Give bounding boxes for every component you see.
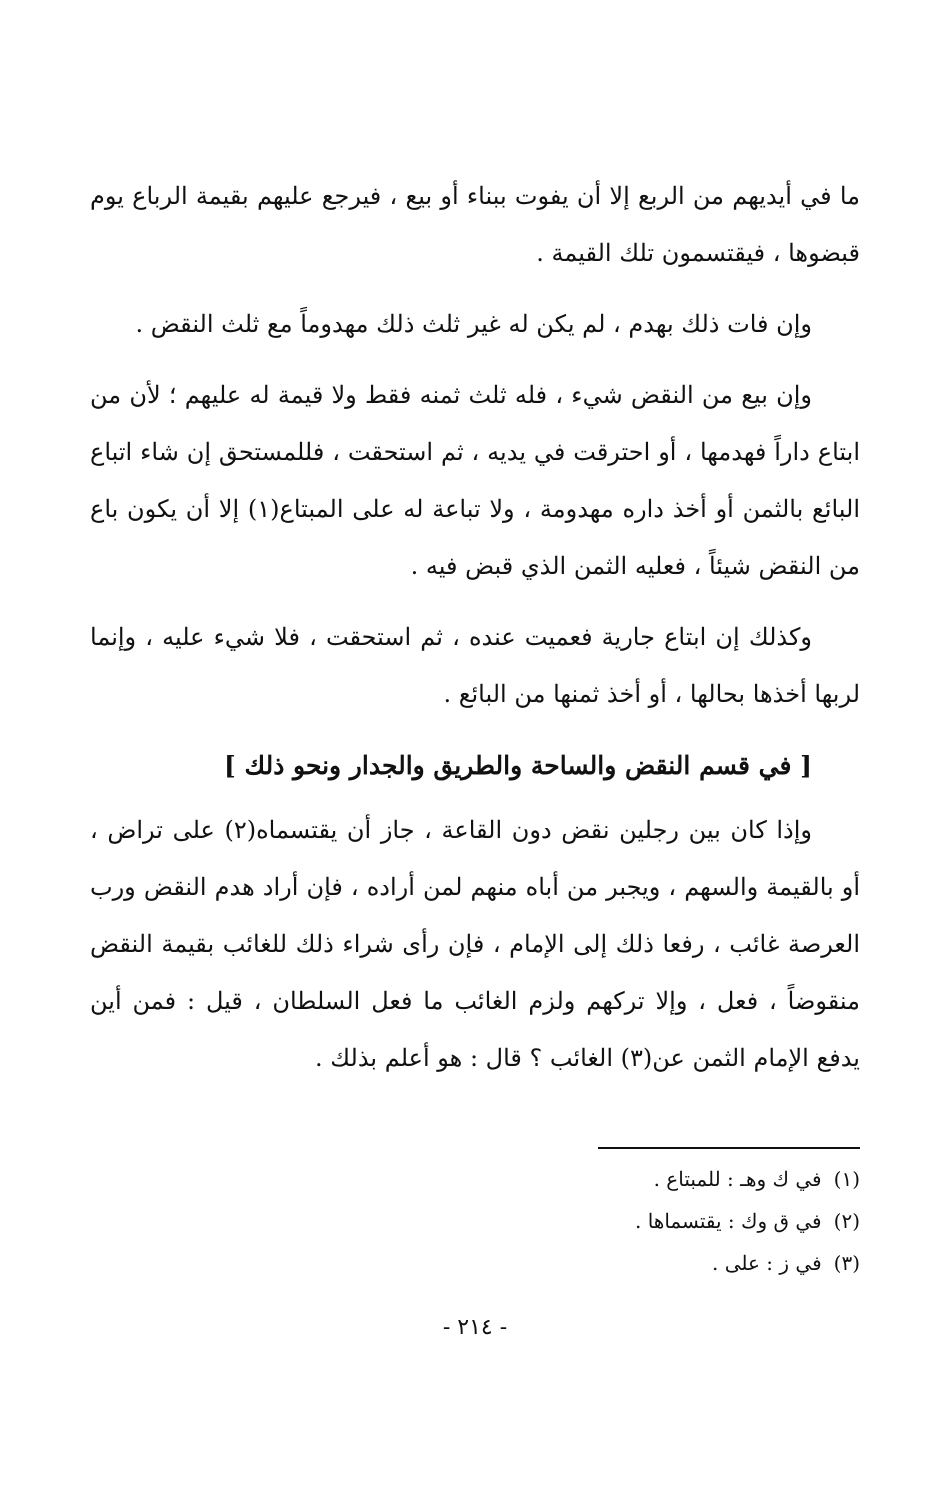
footnote-number: (٢) [833, 1209, 860, 1233]
main-text [90, 168, 860, 1101]
footnote-number: (١) [833, 1167, 860, 1191]
footnote-3 [360, 1242, 860, 1284]
paragraph-3: وإن بيع من النقض شيء ، فله ثلث ثمنه فقط ولا قيمة له عليهم ؛ لأن من ابتاع داراً فهدمها ، أو احترقت في يديه ، ثم استحقت ، فللمستحق إن شاء اتباع البائع بالثمن أو أخذ داره مهدومة ، ولا تباعة له على المبتاع(١) إلا أن يكون باع من النقض شيئاً ، فعليه الثمن الذي قبض فيه . [90, 381, 861, 580]
paragraph-1: ما في أيديهم من الربع إلا أن يفوت ببناء أو بيع ، فيرجع عليهم بقيمة الرباع يوم قبضوها ، فيقتسمون تلك القيمة . [90, 182, 860, 267]
footnote-number: (٣) [833, 1251, 860, 1275]
section-heading: [ في قسم النقض والساحة والطريق والجدار ونحو ذلك ] [223, 751, 812, 780]
page-number: - ٢١٤ - [442, 1315, 508, 1340]
footnote-1 [360, 1158, 860, 1200]
footnote-divider [598, 1147, 860, 1149]
paragraph-5: وإذا كان بين رجلين نقض دون القاعة ، جاز أن يقتسماه(٢) على تراض ، أو بالقيمة والسهم ، ويجبر من أباه منهم لمن أراده ، فإن أراد هدم النقض ورب العرصة غائب ، رفعا ذلك إلى الإمام ، فإن رأى شراء ذلك للغائب بقيمة النقض منقوضاً ، فعل ، وإلا تركهم ولزم الغائب ما فعل السلطان ، قيل : فمن أين يدفع الإمام الثمن عن(٣) الغائب ؟ قال : هو أعلم بذلك . [90, 816, 861, 1072]
footnote-text: في ز : على . [711, 1251, 822, 1275]
footnote-text: في ق وك : يقتسماها . [634, 1209, 822, 1233]
footnote-2 [360, 1200, 860, 1242]
footnote-text: في ك وهـ : للمبتاع . [653, 1167, 822, 1191]
footnotes [360, 1158, 860, 1284]
paragraph-4: وكذلك إن ابتاع جارية فعميت عنده ، ثم استحقت ، فلا شيء عليه ، وإنما لربها أخذها بحالها ، أو أخذ ثمنها من البائع . [90, 623, 860, 708]
paragraph-2: وإن فات ذلك بهدم ، لم يكن له غير ثلث ذلك مهدوماً مع ثلث النقض . [135, 310, 812, 338]
